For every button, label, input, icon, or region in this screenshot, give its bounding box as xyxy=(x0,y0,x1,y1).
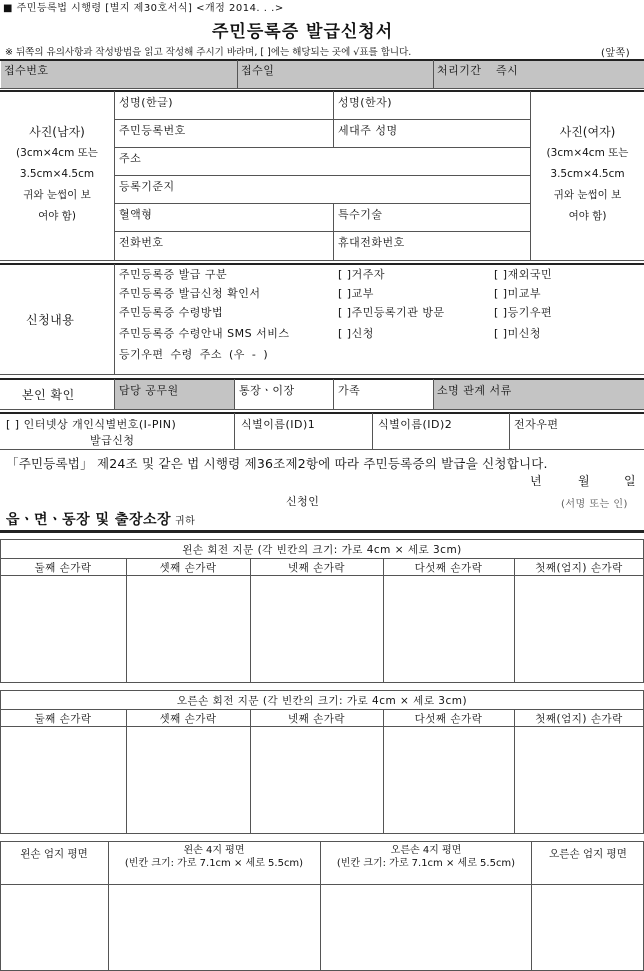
photo-female-box[interactable]: 사진(여자) (3cm×4cm 또는 3.5cm×4.5cm 귀와 눈썹이 보 여야 함) xyxy=(531,122,644,227)
registered-mail-checkbox[interactable]: [ ]등기우편 xyxy=(494,306,553,319)
id2-field[interactable]: 식별이름(ID)2 xyxy=(378,418,453,431)
right-finger-2-box[interactable] xyxy=(1,727,126,833)
documents-cell[interactable]: 소명 관계 서류 xyxy=(437,384,512,397)
right-four-flat-box[interactable] xyxy=(321,885,531,970)
left-thumb-flat-header: 왼손 엄지 평면 xyxy=(20,848,88,860)
right-thumb-flat-header: 오른손 엄지 평면 xyxy=(549,848,627,860)
left-finger-4-label: 넷째 손가락 xyxy=(287,562,346,574)
id1-field[interactable]: 식별이름(ID)1 xyxy=(241,418,316,431)
mail-address-field[interactable]: 등기우편 수령 주소 (우 - ) xyxy=(119,348,269,361)
receipt-method-label: 주민등록증 수령방법 xyxy=(119,306,224,319)
right-finger-4-label: 넷째 손가락 xyxy=(287,713,346,725)
right-finger-5-box[interactable] xyxy=(384,727,514,833)
family-cell[interactable]: 가족 xyxy=(338,384,361,397)
left-thumb-flat-box[interactable] xyxy=(1,885,108,970)
left-four-flat-box[interactable] xyxy=(109,885,320,970)
receipt-number-label: 접수번호 xyxy=(4,64,49,77)
right-finger-2-label: 둘째 손가락 xyxy=(34,713,92,725)
left-finger-3-box[interactable] xyxy=(127,576,250,682)
sms-apply-checkbox[interactable]: [ ]신청 xyxy=(338,327,374,340)
receipt-date-label: 접수일 xyxy=(241,64,275,77)
right-prints-title: 오른손 회전 지문 (각 빈칸의 크기: 가로 4cm × 세로 3cm) xyxy=(176,695,468,707)
right-four-flat-header: 오른손 4지 평면 (빈칸 크기: 가로 7.1cm × 세로 5.5cm) xyxy=(336,845,516,869)
left-finger-2-label: 둘째 손가락 xyxy=(34,562,92,574)
resident-number-field[interactable]: 주민등록번호 xyxy=(119,124,186,137)
householder-field[interactable]: 세대주 성명 xyxy=(338,124,398,137)
identity-label: 본인 확인 xyxy=(22,388,75,402)
applicant-label: 신청인 xyxy=(286,495,320,508)
visit-office-checkbox[interactable]: [ ]주민등록기관 방문 xyxy=(338,306,445,319)
date-year[interactable]: 년 xyxy=(530,474,543,488)
issue-checkbox[interactable]: [ ]교부 xyxy=(338,287,374,300)
declaration-text: 「주민등록법」 제24조 및 같은 법 시행령 제36조제2항에 따라 주민등록증의 발급을 신청합니다. xyxy=(6,456,548,471)
left-prints-title: 왼손 회전 지문 (각 빈칸의 크기: 가로 4cm × 세로 3cm) xyxy=(182,544,462,556)
right-finger-1-label: 첫째(엄지) 손가락 xyxy=(535,713,623,725)
right-finger-4-box[interactable] xyxy=(251,727,383,833)
left-four-flat-header: 왼손 4지 평면 (빈칸 크기: 가로 7.1cm × 세로 5.5cm) xyxy=(124,845,304,869)
sms-service-label: 주민등록증 수령안내 SMS 서비스 xyxy=(119,327,290,340)
processing-period-value: 즉시 xyxy=(496,64,519,77)
receipt-row-bg xyxy=(1,60,644,88)
special-skill-field[interactable]: 특수기술 xyxy=(338,208,383,221)
signature-field[interactable]: (서명 또는 인) xyxy=(561,499,628,510)
confirmation-label: 주민등록증 발급신청 확인서 xyxy=(119,287,261,300)
sms-decline-checkbox[interactable]: [ ]미신청 xyxy=(494,327,541,340)
addressee: 읍ㆍ면ㆍ동장 및 출장소장 귀하 xyxy=(6,512,196,528)
right-finger-5-label: 다섯째 손가락 xyxy=(414,713,483,725)
issue-type-label: 주민등록증 발급 구분 xyxy=(119,268,228,281)
chief-cell[interactable]: 통장ㆍ이장 xyxy=(239,384,295,397)
application-section-label: 신청내용 xyxy=(26,313,75,327)
blood-type-field[interactable]: 혈액형 xyxy=(119,208,153,221)
photo-male-title: 사진(남자) xyxy=(29,125,85,139)
left-finger-5-box[interactable] xyxy=(384,576,514,682)
right-finger-1-box[interactable] xyxy=(515,727,643,833)
ipin-checkbox[interactable]: [ ] 인터넷상 개인식별번호(I-PIN) xyxy=(6,418,177,431)
right-thumb-flat-box[interactable] xyxy=(532,885,643,970)
left-finger-1-label: 첫째(엄지) 손가락 xyxy=(535,562,623,574)
photo-male-box[interactable]: 사진(남자) (3cm×4cm 또는 3.5cm×4.5cm 귀와 눈썹이 보 여야 함) xyxy=(0,122,114,227)
phone-field[interactable]: 전화번호 xyxy=(119,236,164,249)
name-korean-field[interactable]: 성명(한글) xyxy=(119,96,174,109)
instruction-text: ※ 뒤쪽의 유의사항과 작성방법을 읽고 작성해 주시기 바라며, [ ]에는 해당되는 곳에 √표를 합니다. xyxy=(5,47,412,58)
form-reference: ■ 주민등록법 시행령 [별지 제30호서식] <개정 2014. . .> xyxy=(3,3,284,14)
ipin-issue-label: 발급신청 xyxy=(90,434,135,447)
left-finger-2-box[interactable] xyxy=(1,576,126,682)
left-finger-4-box[interactable] xyxy=(251,576,383,682)
officer-cell[interactable]: 담당 공무원 xyxy=(119,384,179,397)
photo-female-title: 사진(여자) xyxy=(559,125,616,139)
left-finger-1-box[interactable] xyxy=(515,576,643,682)
page-title: 주민등록증 발급신청서 xyxy=(212,22,394,42)
page-side: (앞쪽) xyxy=(601,48,631,59)
right-finger-3-box[interactable] xyxy=(127,727,250,833)
left-finger-5-label: 다섯째 손가락 xyxy=(414,562,483,574)
registered-domicile-field[interactable]: 등록기준지 xyxy=(119,180,175,193)
overseas-national-checkbox[interactable]: [ ]재외국민 xyxy=(494,268,553,281)
left-finger-3-label: 셋째 손가락 xyxy=(159,562,217,574)
date-month[interactable]: 월 xyxy=(578,474,591,488)
processing-period-label: 처리기간 xyxy=(437,64,482,77)
address-field[interactable]: 주소 xyxy=(119,152,142,165)
resident-checkbox[interactable]: [ ]거주자 xyxy=(338,268,385,281)
email-field[interactable]: 전자우편 xyxy=(514,418,559,431)
right-finger-3-label: 셋째 손가락 xyxy=(159,713,217,725)
mobile-field[interactable]: 휴대전화번호 xyxy=(338,236,405,249)
date-day[interactable]: 일 xyxy=(624,474,637,488)
name-hanja-field[interactable]: 성명(한자) xyxy=(338,96,393,109)
no-issue-checkbox[interactable]: [ ]미교부 xyxy=(494,287,541,300)
